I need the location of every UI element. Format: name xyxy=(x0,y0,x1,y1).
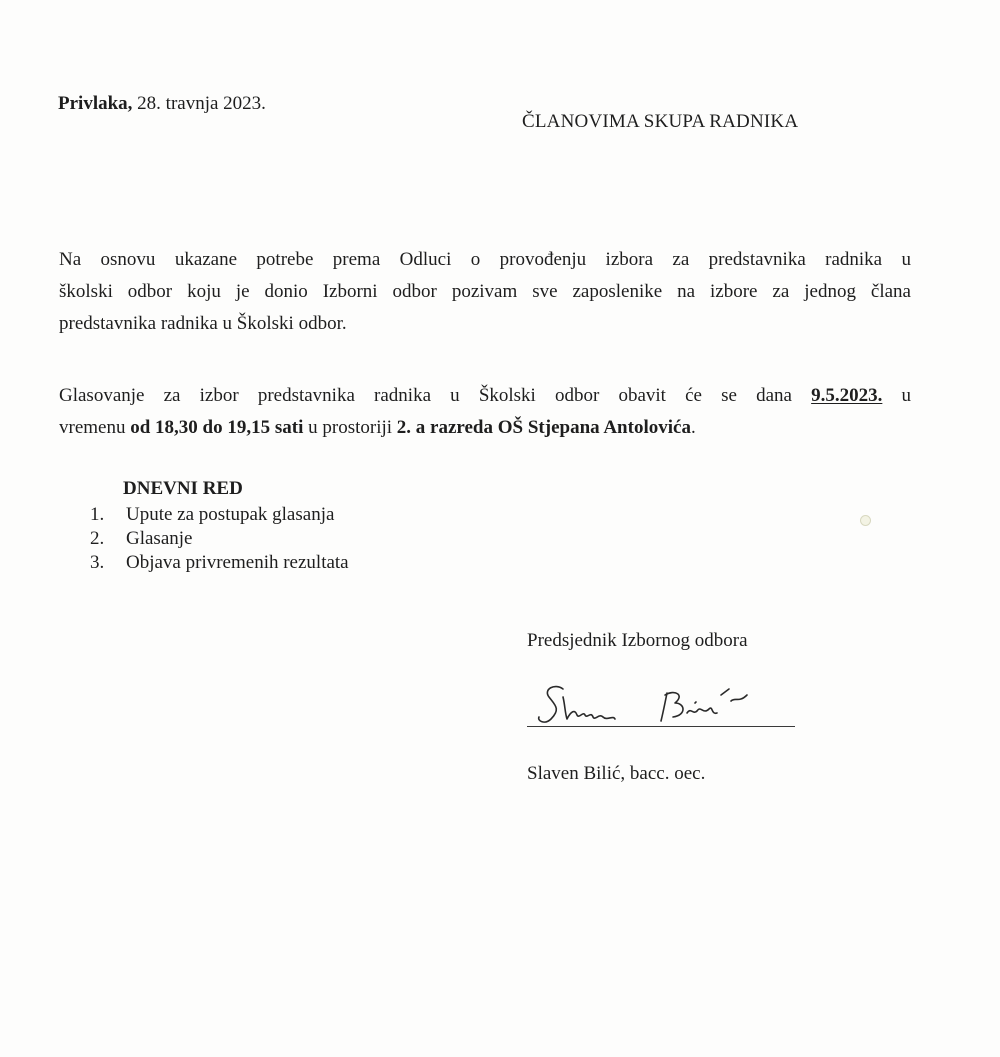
agenda-item-text: Upute za postupak glasanja xyxy=(126,504,335,525)
agenda-item xyxy=(90,551,349,575)
vote-time-range: od 18,30 do 19,15 sati xyxy=(130,417,304,438)
intro-line: Na osnovu ukazane potrebe prema Odluci o provođenju izbora za predstavnika radnika u xyxy=(59,249,911,270)
signature-strokes xyxy=(539,687,747,722)
signer-name: Slaven Bilić, bacc. oec. xyxy=(527,763,706,784)
document-date: 28. travnja 2023. xyxy=(137,93,266,114)
agenda-item-number: 3. xyxy=(90,552,105,573)
voting-line-2 xyxy=(59,412,911,444)
agenda-item xyxy=(90,527,349,551)
voting-paragraph xyxy=(59,380,911,444)
intro-line: predstavnika radnika u Školski odbor. xyxy=(59,313,347,334)
voting-text-tail: u xyxy=(901,385,912,406)
voting-text: Glasovanje za izbor predstavnika radnika u Školski odbor obavit će se dana xyxy=(59,385,792,406)
voting-text: vremenu xyxy=(59,417,126,438)
agenda-item-text: Objava privremenih rezultata xyxy=(126,552,349,573)
agenda-item-text: Glasanje xyxy=(126,528,193,549)
signature-line xyxy=(527,726,795,727)
agenda-title: DNEVNI RED xyxy=(123,478,243,499)
agenda-item-number: 1. xyxy=(90,504,105,525)
vote-date: 9.5.2023. xyxy=(811,385,883,406)
voting-line-1 xyxy=(59,380,911,412)
vote-location: 2. a razreda OŠ Stjepana Antolovića xyxy=(396,417,691,438)
scan-speck xyxy=(860,515,871,526)
recipient-heading: ČLANOVIMA SKUPA RADNIKA xyxy=(522,111,799,132)
voting-text: u prostoriji xyxy=(308,417,393,438)
signer-role: Predsjednik Izbornog odbora xyxy=(527,630,748,651)
agenda-list xyxy=(90,503,349,575)
agenda-item xyxy=(90,503,349,527)
intro-paragraph xyxy=(59,244,911,340)
intro-line: školski odbor koju je donio Izborni odbor pozivam sve zaposlenike na izbore za jednog člana xyxy=(59,281,911,302)
agenda-item-number: 2. xyxy=(90,528,105,549)
place-name: Privlaka, xyxy=(58,93,133,114)
place-date xyxy=(58,92,266,116)
voting-text-end: . xyxy=(690,417,696,438)
